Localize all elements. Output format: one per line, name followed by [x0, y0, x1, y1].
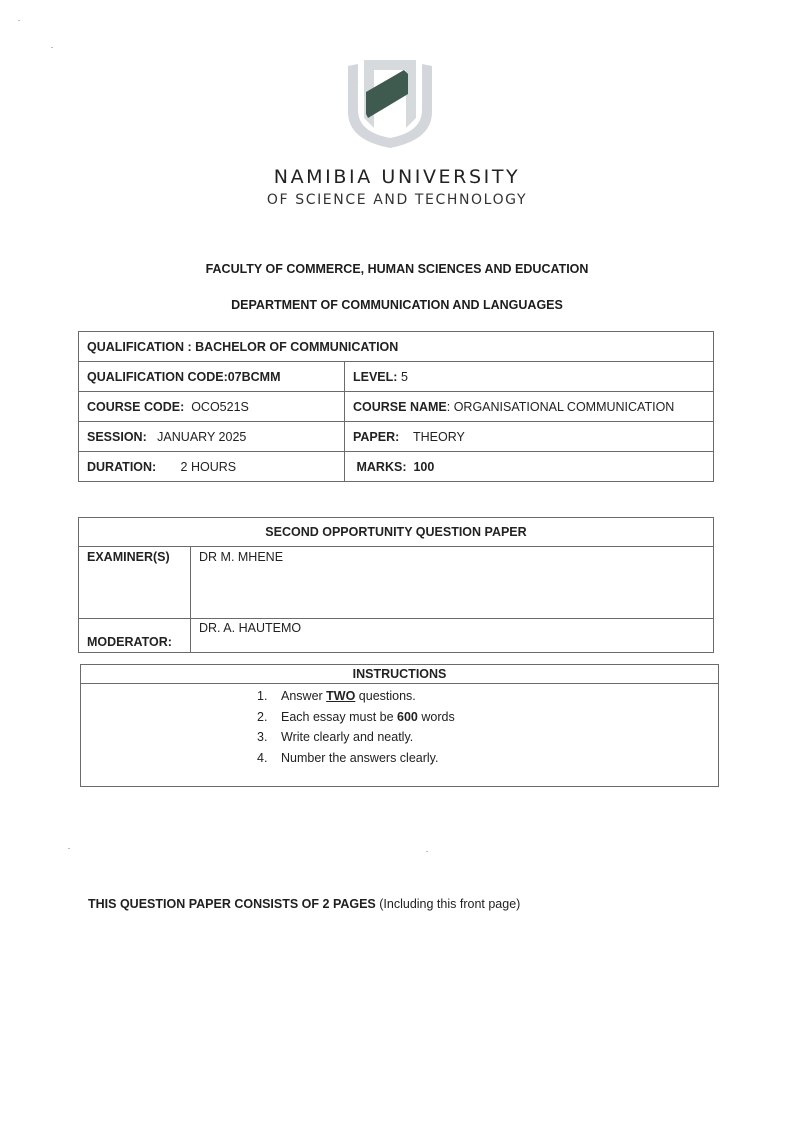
item-number: 2. [257, 709, 268, 724]
faculty-heading: FACULTY OF COMMERCE, HUMAN SCIENCES AND EDUCATION [205, 262, 589, 276]
item-emphasis: TWO [326, 689, 356, 703]
table-row [79, 392, 714, 422]
item-text: Write clearly and neatly. [281, 730, 414, 744]
item-text: Each essay must be [281, 709, 398, 724]
course-code-value: OCO521S [191, 399, 249, 414]
scan-speck [18, 20, 20, 21]
scan-speck [51, 47, 53, 48]
item-text: questions. [355, 689, 416, 703]
shield-logo-icon [346, 52, 434, 148]
table-row [79, 422, 714, 452]
duration-value: 2 HOURS [180, 459, 237, 474]
page-count-note [88, 897, 520, 911]
item-text: Answer [281, 689, 327, 703]
table-row [79, 518, 714, 547]
qualification-cell: QUALIFICATION : BACHELOR OF COMMUNICATION [79, 332, 714, 362]
moderator-label: MODERATOR: [79, 619, 191, 653]
course-name-value: : ORGANISATIONAL COMMUNICATION [446, 399, 675, 414]
paper-cell [345, 422, 714, 452]
item-number: 1. [257, 689, 268, 703]
level-label: LEVEL: [353, 369, 398, 384]
duration-label: DURATION: [87, 459, 157, 474]
list-item [257, 748, 718, 769]
table-row [79, 452, 714, 482]
level-value: 5 [400, 369, 408, 384]
list-item [257, 727, 718, 748]
course-code-cell [79, 392, 345, 422]
course-name-cell [345, 392, 714, 422]
qualification-code-cell: QUALIFICATION CODE:07BCMM [79, 362, 345, 392]
marks-label: MARKS: [356, 459, 407, 474]
scan-speck [426, 851, 428, 852]
page-count-normal: (Including this front page) [375, 897, 521, 911]
marks-cell [345, 452, 714, 482]
list-item [257, 707, 718, 728]
examiner-value: DR M. MHENE [191, 547, 714, 619]
paper-value: THEORY [412, 429, 465, 444]
table-row [79, 332, 714, 362]
duration-cell [79, 452, 345, 482]
instructions-heading: INSTRUCTIONS [81, 665, 719, 684]
page-count-bold: THIS QUESTION PAPER CONSISTS OF 2 PAGES [88, 897, 376, 911]
item-text: words [417, 709, 455, 724]
institution-subtitle: OF SCIENCE AND TECHNOLOGY [266, 192, 528, 208]
moderator-value: DR. A. HAUTEMO [191, 619, 714, 653]
institution-name: NAMIBIA UNIVERSITY [273, 166, 521, 188]
course-code-label: COURSE CODE: [87, 399, 185, 414]
course-name-label: COURSE NAME [353, 399, 447, 414]
session-value: JANUARY 2025 [157, 429, 247, 444]
scan-speck [68, 848, 70, 849]
item-number: 4. [257, 750, 268, 765]
examiner-label: EXAMINER(S) [79, 547, 191, 619]
instructions-list [81, 686, 718, 768]
instructions-body [81, 684, 719, 787]
list-item [257, 686, 718, 707]
table-row [79, 619, 714, 653]
item-number: 3. [257, 730, 268, 744]
item-emphasis: 600 [397, 709, 418, 724]
session-label: SESSION: [87, 429, 147, 444]
paper-label: PAPER: [353, 429, 400, 444]
table-row [81, 665, 719, 684]
level-cell [345, 362, 714, 392]
examiner-table [78, 517, 714, 653]
session-cell [79, 422, 345, 452]
table-row [79, 547, 714, 619]
instructions-table [80, 664, 719, 787]
marks-value: 100 [413, 459, 435, 474]
table-row [81, 684, 719, 787]
item-text: Number the answers clearly. [281, 750, 439, 765]
course-info-table [78, 331, 714, 482]
table-row [79, 362, 714, 392]
department-heading: DEPARTMENT OF COMMUNICATION AND LANGUAGES [231, 298, 563, 312]
paper-type-heading: SECOND OPPORTUNITY QUESTION PAPER [79, 518, 714, 547]
